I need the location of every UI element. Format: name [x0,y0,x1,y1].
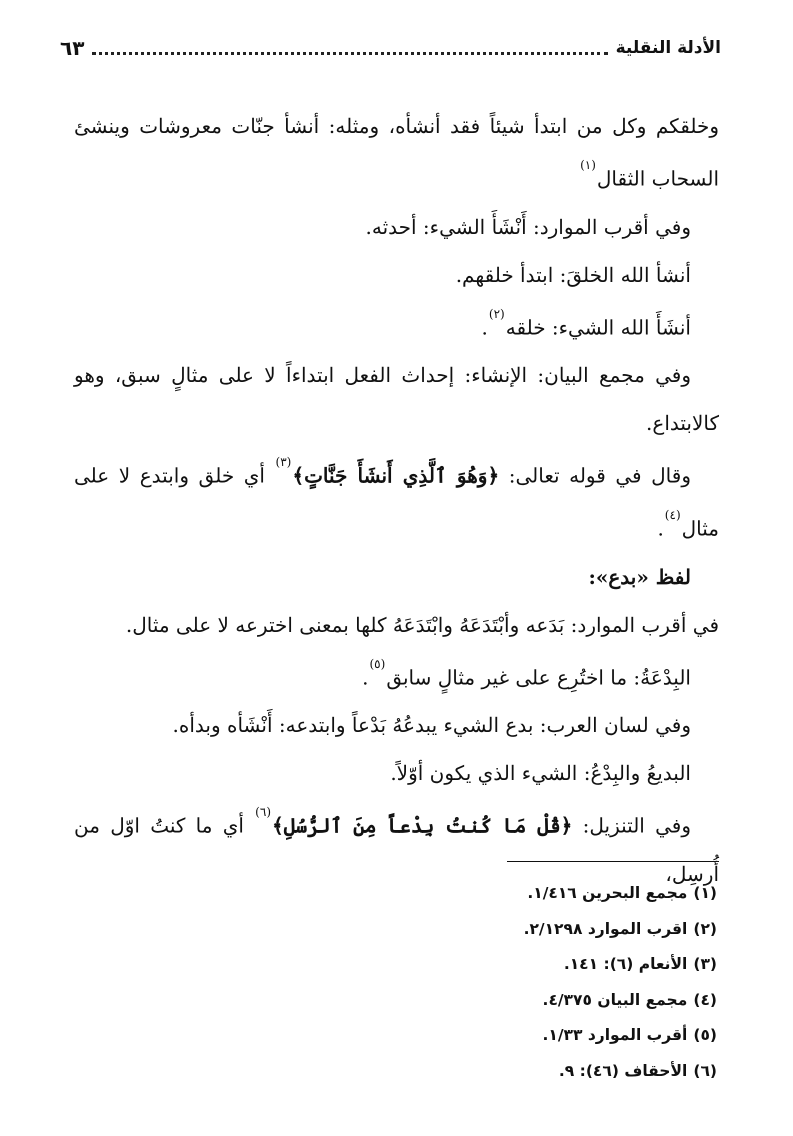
footnote-text: الأحقاف (٤٦): ٩. [558,1061,688,1080]
running-header [60,34,721,62]
footnote-5 [74,1018,719,1054]
footnote-ref-3: (٣) [275,455,292,470]
footnote-ref-1: (١) [580,158,596,172]
section-heading-bad: لفظ «بدع»: [588,564,691,589]
footnote-6 [74,1054,719,1090]
paragraph-4-text: أنشَأَ الله الشيء: خلقه [505,315,691,340]
paragraph-9-end: . [362,665,369,690]
paragraph-1 [74,102,719,203]
quran-quote-1: ﴿وَهُوَ ٱلَّذِي أَنشَأَ جَنَّاتٍ﴾ [292,463,500,488]
paragraph-9-text: البِدْعَةُ: ما اختُرِع على غير مثالٍ سابق [386,665,691,690]
footnote-text: مجمع البيان ٤/٣٧٥. [542,990,688,1009]
footnote-rule [507,861,719,862]
paragraph-12-text-2: أي ما كنتُ اوّل من أُرسِل، [74,813,719,886]
footnote-number: (٣) [693,955,717,973]
paragraph-12-text: وفي التنزيل: [572,813,691,838]
footnote-ref-2: (٢) [488,306,505,321]
footnote-4 [74,983,719,1019]
footnote-2 [74,912,719,948]
running-title: الأدلة النقلية [615,38,721,58]
footnote-3 [74,947,719,983]
paragraph-11: البديعُ والبِدْعُ: الشيء الذي يكون أوّلاً. [390,761,691,786]
footnote-number: (٢) [693,919,717,938]
footnote-ref-6: (٦) [255,805,271,820]
footnote-number: (٤) [693,990,717,1009]
dotted-leader [92,52,607,55]
paragraph-6-end: . [657,516,664,541]
paragraph-6-text-2: أي خلق وابتدع لا على مثال [74,463,719,541]
footnote-number: (٥) [693,1026,717,1044]
footnote-text: مجمع البحرين ١/٤١٦. [527,884,688,902]
footnote-ref-5: (٥) [369,656,386,671]
footnote-1 [74,876,719,912]
paragraph-4-end: . [481,315,488,340]
footnote-text: أقرب الموارد ١/٣٣. [542,1026,688,1044]
quran-quote-2: ﴿قُلْ مَا كُنتُ بِدْعاً مِنَ ٱلرُّسُلِ﴾ [272,813,573,838]
paragraph-9 [74,649,719,702]
paragraph-2: وفي أقرب الموارد: أَنْشَأَ الشيء: أحدثه. [365,214,691,239]
paragraph-10: وفي لسان العرب: بدع الشيء يبدعُهُ بَدْعاً وابتدعه: أَنْشَأه وبدأه. [172,713,691,738]
footnote-ref-4: (٤) [664,507,681,522]
footnote-text: الأنعام (٦): ١٤١. [563,955,688,973]
paragraph-4 [74,299,719,352]
paragraph-6 [74,447,719,552]
body-text [74,102,719,898]
page-number: ٦٣ [60,36,85,60]
paragraph-3: أنشأ الله الخلقَ: ابتدأ خلقهم. [455,262,691,287]
footnote-text: اقرب الموارد ٢/١٢٩٨. [523,919,688,938]
footnote-number: (٦) [693,1061,717,1080]
paragraph-8: في أقرب الموارد: بَدَعه وأبْتَدَعَهُ وابْتَدَعَهُ كلها بمعنى اخترعه لا على مثال. [125,612,719,637]
paragraph-1-text: وخلقكم وكل من ابتدأ شيئاً فقد أنشأه، ومثله: أنشأ جنّات معروشات وينشئ السحاب الثقال [74,114,719,191]
paragraph-6-text: وقال في قوله تعالى: [499,463,691,488]
footnotes [74,876,719,1089]
footnote-number: (١) [693,884,717,902]
paragraph-5: وفي مجمع البيان: الإنشاء: إحداث الفعل ابتداءاً لا على مثالٍ سبق، وهو كالابتداع. [74,363,719,436]
